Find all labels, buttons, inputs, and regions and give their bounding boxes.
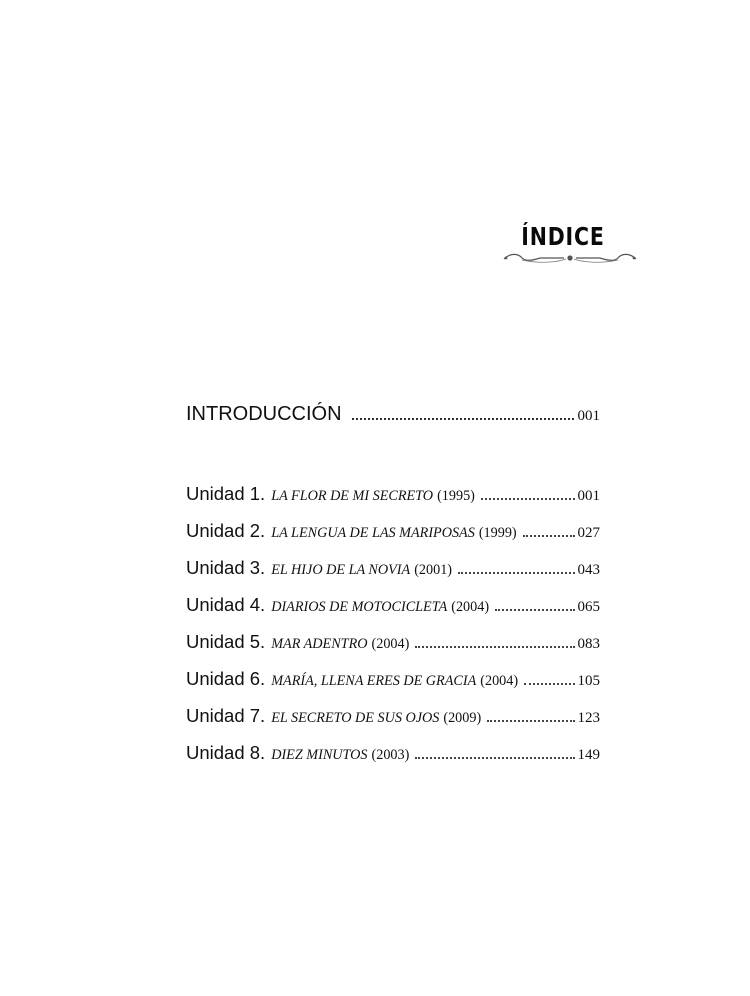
page-number: 105 (577, 673, 600, 689)
film-title: EL SECRETO DE SUS OJOS (271, 710, 440, 726)
film-title: LA LENGUA DE LAS MARIPOSAS (271, 525, 475, 541)
toc-entry[interactable] (186, 705, 600, 735)
film-year: (1999) (478, 525, 517, 541)
film-year: (2004) (480, 673, 519, 689)
unit-label: Unidad 5. (186, 631, 266, 652)
film-title: EL HIJO DE LA NOVIA (271, 562, 411, 578)
title-block (500, 222, 640, 268)
page-number: 001 (577, 488, 600, 504)
page-number: 123 (577, 710, 600, 726)
film-title: LA FLOR DE MI SECRETO (271, 488, 434, 504)
title-ornament-icon (500, 250, 640, 266)
toc-intro-row[interactable] (186, 403, 600, 433)
toc-entry[interactable] (186, 594, 600, 624)
film-year: (2004) (451, 599, 490, 615)
toc-entry[interactable] (186, 668, 600, 698)
film-year: (2001) (414, 562, 453, 578)
toc-entry[interactable] (186, 742, 600, 772)
dot-leader (487, 720, 574, 722)
dot-leader (524, 683, 574, 685)
intro-label: INTRODUCCIÓN (186, 403, 342, 425)
page-title: ÍNDICE (521, 222, 605, 251)
intro-page-number: 001 (577, 408, 600, 424)
toc-entry[interactable] (186, 631, 600, 661)
unit-label: Unidad 6. (186, 668, 266, 689)
film-year: (2009) (443, 710, 482, 726)
page-number: 027 (577, 525, 600, 541)
film-title: MAR ADENTRO (271, 636, 368, 652)
dot-leader (352, 418, 574, 420)
toc-entry[interactable] (186, 520, 600, 550)
unit-label: Unidad 2. (186, 520, 266, 541)
film-title: DIEZ MINUTOS (271, 747, 368, 763)
unit-label: Unidad 7. (186, 705, 266, 726)
dot-leader (481, 498, 575, 500)
page-number: 043 (577, 562, 600, 578)
film-title: MARÍA, LLENA ERES DE GRACIA (271, 673, 477, 689)
page-number: 083 (577, 636, 600, 652)
unit-label: Unidad 8. (186, 742, 266, 763)
unit-label: Unidad 4. (186, 594, 266, 615)
toc-entry[interactable] (186, 483, 600, 513)
unit-label: Unidad 1. (186, 483, 266, 504)
film-year: (2004) (371, 636, 410, 652)
film-year: (2003) (371, 747, 410, 763)
film-year: (1995) (437, 488, 475, 504)
page-number: 065 (577, 599, 600, 615)
unit-label: Unidad 3. (186, 557, 266, 578)
toc-entry[interactable] (186, 557, 600, 587)
dot-leader (415, 646, 574, 648)
dot-leader (458, 572, 574, 574)
page-number: 149 (577, 747, 600, 763)
dot-leader (415, 757, 574, 759)
dot-leader (495, 609, 574, 611)
dot-leader (523, 535, 575, 537)
film-title: DIARIOS DE MOTOCICLETA (271, 599, 448, 615)
